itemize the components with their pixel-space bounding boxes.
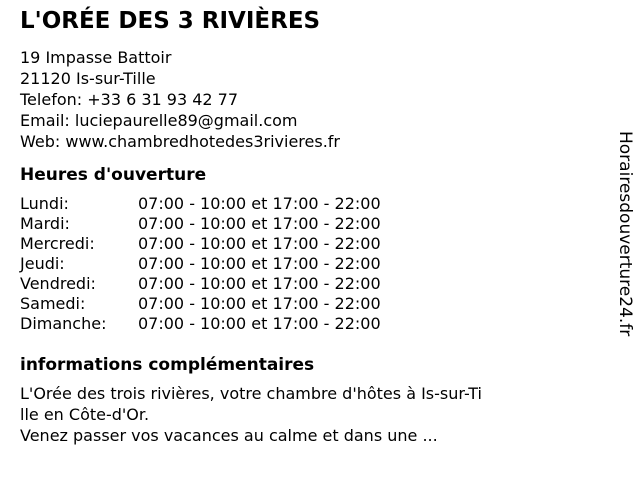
main-content bbox=[20, 8, 595, 446]
day-label: Lundi: bbox=[20, 194, 69, 213]
address-line-street: 19 Impasse Battoir bbox=[20, 48, 172, 67]
day-hours: 07:00 - 10:00 et 17:00 - 22:00 bbox=[138, 254, 381, 273]
day-label: Mardi: bbox=[20, 214, 70, 233]
info-line: lle en Côte-d'Or. bbox=[20, 405, 150, 424]
hours-row-saturday bbox=[20, 294, 595, 314]
email-line: Email: luciepaurelle89@gmail.com bbox=[20, 111, 298, 130]
day-label: Mercredi: bbox=[20, 234, 95, 253]
hours-row-thursday bbox=[20, 254, 595, 274]
hours-row-tuesday bbox=[20, 214, 595, 234]
address-line-city: 21120 Is-sur-Tille bbox=[20, 69, 156, 88]
day-hours: 07:00 - 10:00 et 17:00 - 22:00 bbox=[138, 294, 381, 313]
day-label: Jeudi: bbox=[20, 254, 65, 273]
phone-line: Telefon: +33 6 31 93 42 77 bbox=[20, 90, 239, 109]
hours-section-heading: Heures d'ouverture bbox=[20, 165, 207, 185]
hours-row-monday bbox=[20, 194, 595, 214]
hours-row-wednesday bbox=[20, 234, 595, 254]
info-line: Venez passer vos vacances au calme et dans une ... bbox=[20, 426, 438, 445]
watermark-vertical-text: Horairesdouverture24.fr bbox=[615, 131, 635, 337]
hours-row-sunday bbox=[20, 314, 595, 334]
day-label: Samedi: bbox=[20, 294, 86, 313]
business-name-title: L'ORÉE DES 3 RIVIÈRES bbox=[20, 8, 321, 34]
day-hours: 07:00 - 10:00 et 17:00 - 22:00 bbox=[138, 194, 381, 213]
hours-row-friday bbox=[20, 274, 595, 294]
day-label: Dimanche: bbox=[20, 314, 107, 333]
info-section-heading: informations complémentaires bbox=[20, 355, 315, 375]
day-hours: 07:00 - 10:00 et 17:00 - 22:00 bbox=[138, 234, 381, 253]
info-line: L'Orée des trois rivières, votre chambre d'hôtes à Is-sur-Ti bbox=[20, 384, 482, 403]
additional-info-text bbox=[20, 383, 595, 446]
day-label: Vendredi: bbox=[20, 274, 96, 293]
opening-hours-table bbox=[20, 194, 595, 334]
day-hours: 07:00 - 10:00 et 17:00 - 22:00 bbox=[138, 214, 381, 233]
day-hours: 07:00 - 10:00 et 17:00 - 22:00 bbox=[138, 274, 381, 293]
day-hours: 07:00 - 10:00 et 17:00 - 22:00 bbox=[138, 314, 381, 333]
contact-block bbox=[20, 47, 595, 152]
web-line: Web: www.chambredhotedes3rivieres.fr bbox=[20, 132, 340, 151]
